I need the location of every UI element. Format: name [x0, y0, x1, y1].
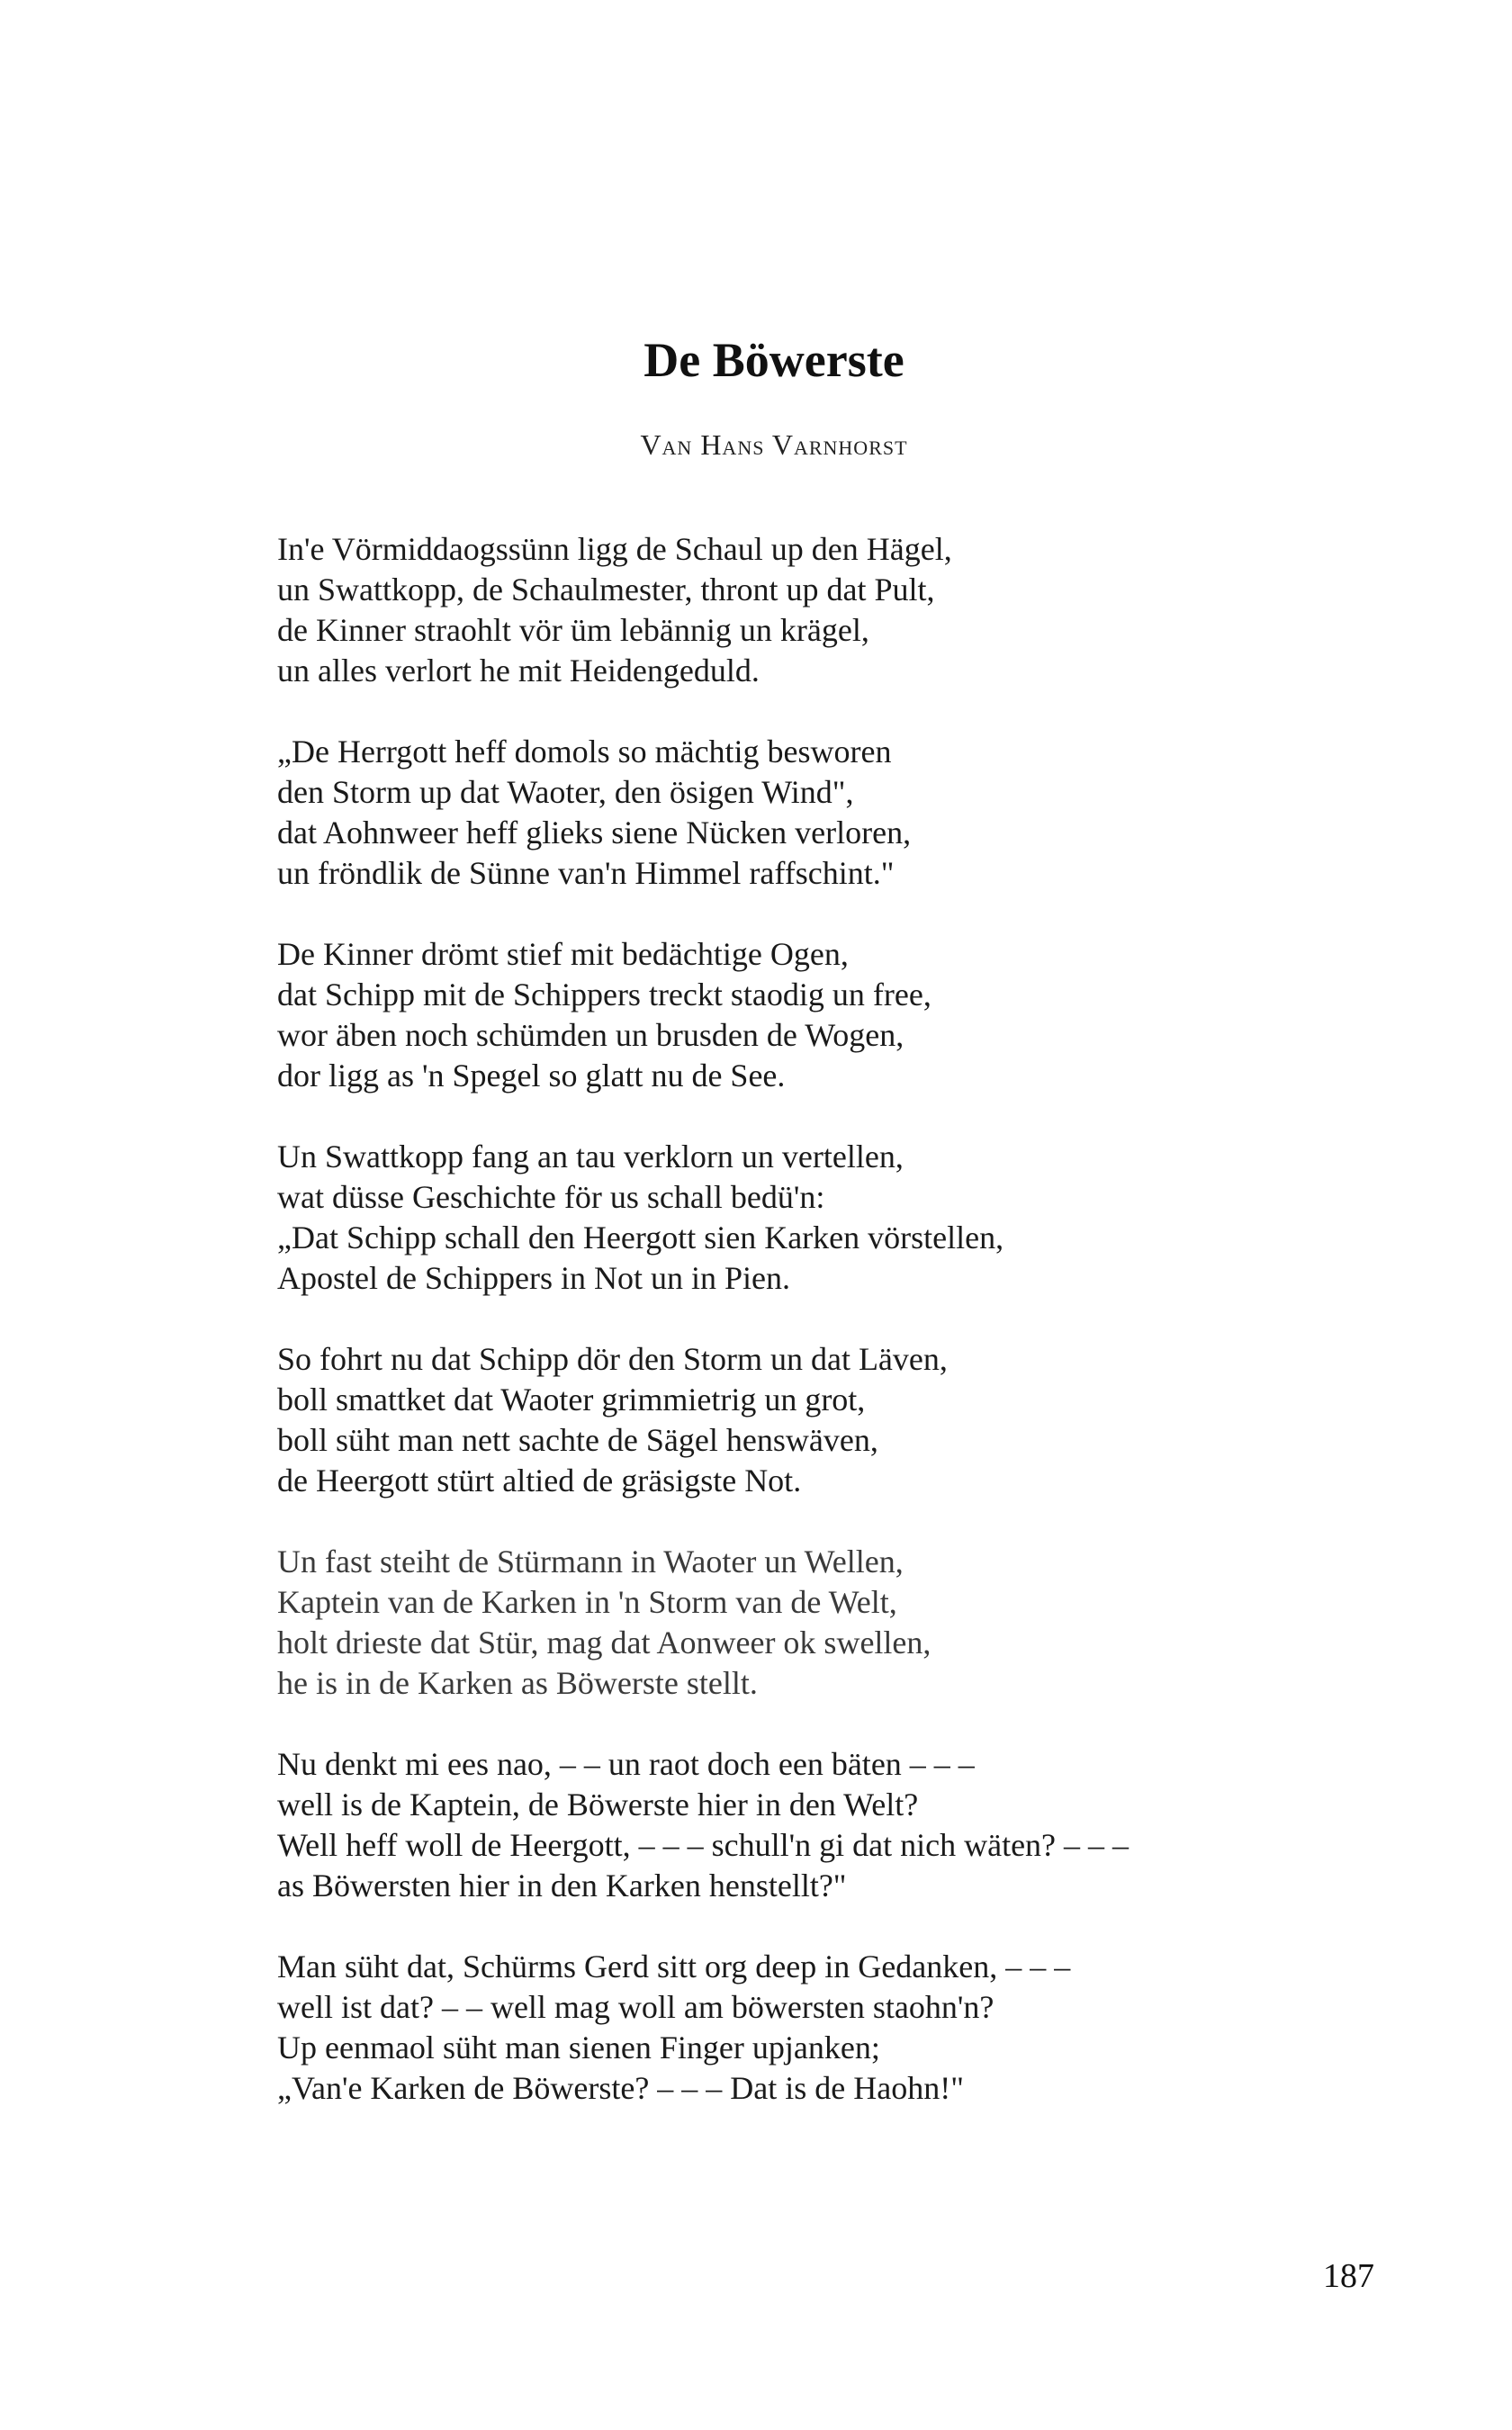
poem-line: dat Aohnweer heff glieks siene Nücken verloren, [277, 814, 912, 850]
poem-line: „Dat Schipp schall den Heergott sien Karken vörstellen, [277, 1220, 1004, 1256]
poem-line: Kaptein van de Karken in 'n Storm van de Welt, [277, 1584, 897, 1620]
poem-line: de Kinner straohlt vör üm lebännig un krägel, [277, 612, 869, 648]
poem-line: Well heff woll de Heergott, – – – schull'n gi dat nich wäten? – – – [277, 1827, 1130, 1863]
poem-line: So fohrt nu dat Schipp dör den Storm un dat Läven, [277, 1341, 948, 1377]
poem-line: „De Herrgott heff domols so mächtig besworen [277, 734, 892, 770]
stanza [277, 934, 1357, 1096]
stanza [277, 529, 1357, 691]
poem-line: he is in de Karken as Böwerste stellt. [277, 1665, 758, 1701]
poem-title: De Böwerste [644, 333, 904, 387]
poem-line: well ist dat? – – well mag woll am böwersten staohn'n? [277, 1989, 994, 2025]
poem-line: De Kinner drömt stief mit bedächtige Ogen, [277, 936, 849, 972]
poem-line: boll smattket dat Waoter grimmietrig un grot, [277, 1382, 866, 1418]
poem-line: den Storm up dat Waoter, den ösigen Wind", [277, 774, 854, 810]
poem-line: un alles verlort he mit Heidengeduld. [277, 652, 760, 688]
poem-line: un fröndlik de Sünne van'n Himmel raffschint." [277, 855, 895, 891]
poem-line: well is de Kaptein, de Böwerste hier in den Welt? [277, 1786, 919, 1822]
stanza [277, 1947, 1357, 2109]
stanza [277, 732, 1357, 894]
poem-line: Un fast steiht de Stürmann in Waoter un Wellen, [277, 1544, 904, 1580]
poem-line: dat Schipp mit de Schippers treckt staodig un free, [277, 976, 932, 1012]
poem-line: holt drieste dat Stür, mag dat Aonweer ok swellen, [277, 1624, 932, 1660]
stanza [277, 1137, 1357, 1299]
stanza [277, 1339, 1357, 1501]
page-number: 187 [1323, 2257, 1374, 2295]
poem-line: as Böwersten hier in den Karken henstellt?" [277, 1868, 847, 1904]
poem-line: „Van'e Karken de Böwerste? – – – Dat is de Haohn!" [277, 2070, 964, 2106]
poem-body [277, 529, 1357, 2149]
poem-line: Nu denkt mi ees nao, – – un raot doch een bäten – – – [277, 1746, 975, 1782]
poem-line: wor äben noch schümden un brusden de Wogen, [277, 1017, 904, 1053]
poem-line: Man süht dat, Schürms Gerd sitt org deep in Gedanken, – – – [277, 1948, 1071, 1984]
stanza [277, 1744, 1357, 1906]
poem-line: wat düsse Geschichte för us schall bedü'n: [277, 1179, 825, 1215]
poem-line: Un Swattkopp fang an tau verklorn un vertellen, [277, 1138, 904, 1174]
poem-line: In'e Vörmiddaogssünn ligg de Schaul up den Hägel, [277, 531, 952, 567]
poem-line: boll süht man nett sachte de Sägel henswäven, [277, 1422, 878, 1458]
stanza [277, 1542, 1357, 1704]
poem-line: Apostel de Schippers in Not un in Pien. [277, 1260, 790, 1296]
poem-line: un Swattkopp, de Schaulmester, thront up dat Pult, [277, 572, 935, 608]
poem-line: Up eenmaol süht man sienen Finger upjanken; [277, 2030, 880, 2066]
poem-line: dor ligg as 'n Spegel so glatt nu de See. [277, 1058, 786, 1094]
poem-author: Van Hans Varnhorst [640, 428, 908, 461]
poem-line: de Heergott stürt altied de gräsigste Not. [277, 1462, 802, 1498]
